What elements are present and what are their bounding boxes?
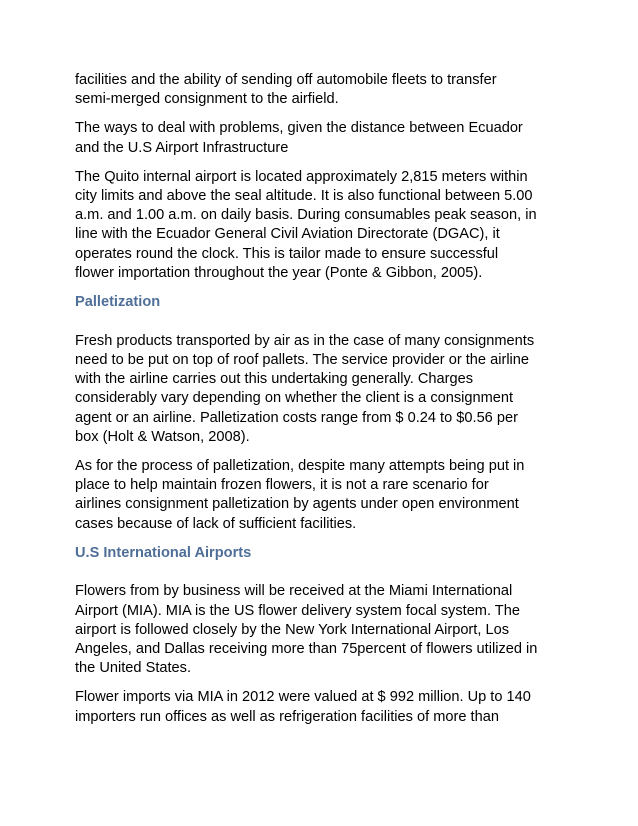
text-line: flower importation throughout the year (Ponte & Gibbon, 2005).	[75, 264, 483, 281]
text-line: place to help maintain frozen flowers, it is not a rare scenario for	[75, 477, 489, 494]
text-line: Airport (MIA). MIA is the US flower delivery system focal system. The	[75, 602, 520, 619]
text-line: line with the Ecuador General Civil Aviation Directorate (DGAC), it	[75, 226, 500, 243]
text-line: Flowers from by business will be received at the Miami International	[75, 583, 513, 600]
text-line: Fresh products transported by air as in the case of many consignments	[75, 332, 535, 349]
heading-us-international-airports: U.S International Airports	[75, 544, 252, 561]
paragraph-quito-airport	[75, 168, 570, 283]
text-line: airlines consignment palletization by agents under open environment	[75, 496, 519, 513]
text-line: The ways to deal with problems, given the distance between Ecuador	[75, 120, 523, 137]
paragraph-continuation	[75, 71, 570, 109]
text-line: the United States.	[75, 660, 192, 677]
text-line: and the U.S Airport Infrastructure	[75, 139, 289, 156]
text-line: operates round the clock. This is tailor made to ensure successful	[75, 245, 499, 262]
text-line: Angeles, and Dallas receiving more than 75percent of flowers utilized in	[75, 641, 538, 658]
text-line: cases because of lack of sufficient facilities.	[75, 515, 357, 532]
text-line: The Quito internal airport is located approximately 2,815 meters within	[75, 168, 528, 185]
document-page	[75, 71, 570, 737]
heading-palletization: Palletization	[75, 294, 161, 311]
text-line: with the airline carries out this undertaking generally. Charges	[75, 371, 474, 388]
text-line: facilities and the ability of sending off automobile fleets to transfer	[75, 72, 497, 88]
text-line: considerably vary depending on whether the client is a consignment	[75, 390, 514, 407]
text-line: semi-merged consignment to the airfield.	[75, 91, 339, 108]
text-line: As for the process of palletization, despite many attempts being put in	[75, 457, 525, 474]
paragraph-flower-imports	[75, 688, 570, 726]
paragraph-miami-airport	[75, 582, 570, 678]
paragraph-palletization-process	[75, 457, 570, 534]
text-line: agent or an airline. Palletization costs range from $ 0.24 to $0.56 per	[75, 409, 518, 426]
paragraph-ways-to-deal	[75, 119, 570, 157]
text-line: need to be put on top of roof pallets. The service provider or the airline	[75, 351, 530, 368]
text-line: airport is followed closely by the New York International Airport, Los	[75, 621, 509, 638]
text-line: box (Holt & Watson, 2008).	[75, 428, 250, 445]
text-line: a.m. and 1.00 a.m. on daily basis. During consumables peak season, in	[75, 207, 537, 224]
text-line: city limits and above the seal altitude. It is also functional between 5.00	[75, 188, 533, 205]
paragraph-fresh-products	[75, 332, 570, 447]
text-line: importers run offices as well as refrigeration facilities of more than	[75, 708, 499, 725]
text-line: Flower imports via MIA in 2012 were valued at $ 992 million. Up to 140	[75, 689, 531, 706]
